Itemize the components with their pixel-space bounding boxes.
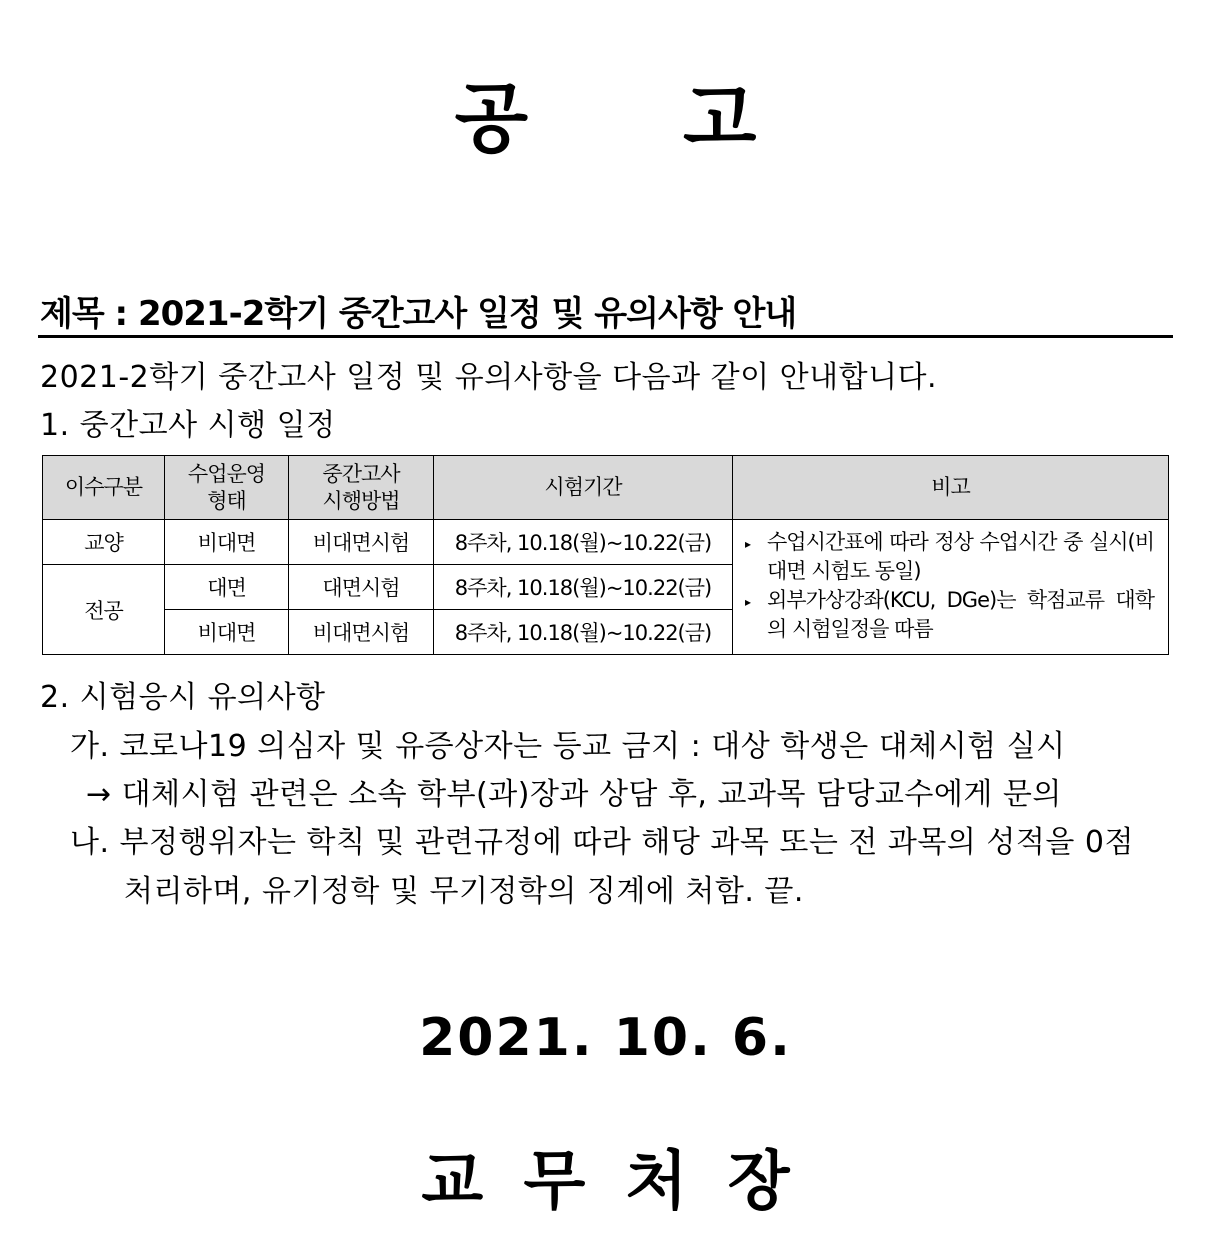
notice-item-na: 나. 부정행위자는 학칙 및 관련규정에 따라 해당 과목 또는 전 과목의 성적을 0점 — [70, 825, 1134, 860]
subject-underline — [38, 335, 1173, 338]
cell-period: 8주차, 10.18(월)~10.22(금) — [434, 520, 733, 565]
notice-item-ga-sub: → 대체시험 관련은 소속 학부(과)장과 상담 후, 교과목 담당교수에게 문의 — [86, 777, 1062, 812]
cell-remarks — [733, 520, 1169, 655]
notice-item-na-cont: 처리하며, 유기정학 및 무기정학의 징계에 처함. 끝. — [124, 874, 804, 909]
header-exam-period: 시험기간 — [434, 456, 733, 520]
exam-schedule-table — [42, 455, 1169, 655]
section-2-title: 2. 시험응시 유의사항 — [40, 680, 326, 715]
cell-mode: 비대면 — [165, 610, 289, 655]
notice-heading — [0, 58, 1211, 167]
section-1-title: 1. 중간고사 시행 일정 — [40, 408, 336, 443]
cell-period: 8주차, 10.18(월)~10.22(금) — [434, 565, 733, 610]
intro-text: 2021-2학기 중간고사 일정 및 유의사항을 다음과 같이 안내합니다. — [40, 360, 938, 395]
cell-method: 대면시험 — [289, 565, 434, 610]
subject-title: 제목 : 2021-2학기 중간고사 일정 및 유의사항 안내 — [40, 294, 797, 334]
table-row — [43, 520, 1169, 565]
header-class-mode: 수업운영 형태 — [165, 456, 289, 520]
cell-group-major: 전공 — [43, 565, 165, 655]
remark-item: ▸ 수업시간표에 따라 정상 수업시간 중 실시(비대면 시험도 동일) — [745, 528, 1154, 586]
notice-item-ga: 가. 코로나19 의심자 및 유증상자는 등교 금지 : 대상 학생은 대체시험 실시 — [70, 729, 1066, 764]
triangle-bullet-icon: ▸ — [745, 537, 751, 551]
signer-title: 교 무 처 장 — [421, 1145, 790, 1219]
header-remarks: 비고 — [733, 456, 1169, 520]
heading-char-1: 공 — [454, 74, 528, 163]
heading-char-2: 고 — [683, 74, 757, 163]
cell-method: 비대면시험 — [289, 520, 434, 565]
cell-period: 8주차, 10.18(월)~10.22(금) — [434, 610, 733, 655]
cell-group-liberal: 교양 — [43, 520, 165, 565]
cell-mode: 대면 — [165, 565, 289, 610]
cell-method: 비대면시험 — [289, 610, 434, 655]
notice-date: 2021. 10. 6. — [419, 1008, 792, 1068]
cell-mode: 비대면 — [165, 520, 289, 565]
remark-item: ▸ 외부가상강좌(KCU, DGe)는 학점교류 대학의 시험일정을 따름 — [745, 586, 1154, 644]
header-course-type: 이수구분 — [43, 456, 165, 520]
header-exam-method: 중간고사 시행방법 — [289, 456, 434, 520]
table-header-row — [43, 456, 1169, 520]
triangle-bullet-icon: ▸ — [745, 595, 751, 609]
